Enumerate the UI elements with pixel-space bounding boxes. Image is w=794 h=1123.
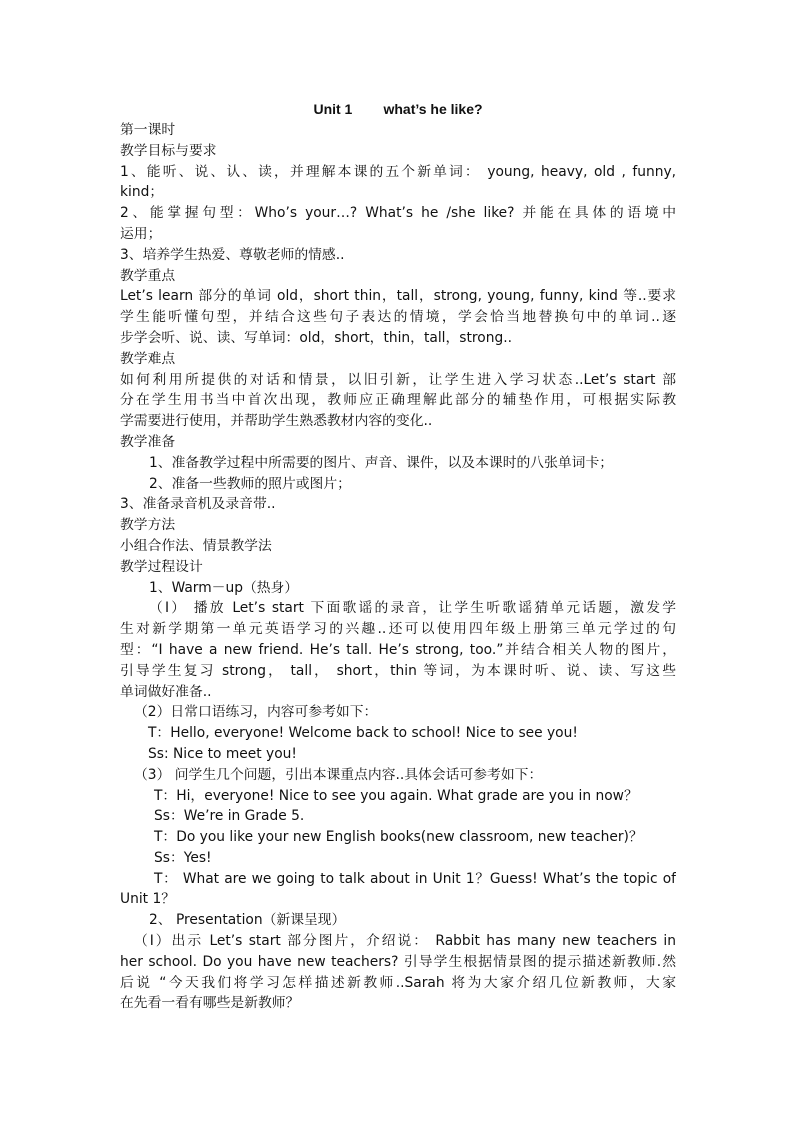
section-heading-key-points: 教学重点 bbox=[120, 267, 176, 284]
goal-line: 运用； bbox=[120, 225, 162, 242]
paragraph-line: 引导学生复习 strong， tall， short，thin 等词，为本课时听、说、读、写这些 bbox=[120, 662, 676, 679]
paragraph-line: 在先看一看有哪些是新教师？ bbox=[120, 995, 300, 1012]
goal-line: 1、能听、说、认、读，并理解本课的五个新单词： young, heavy, old , funny, bbox=[120, 163, 676, 180]
paragraph-line: （I） 播放 Let’s start 下面歌谣的录音，让学生听歌谣猜单元话题，激发学 bbox=[149, 600, 676, 617]
step-heading: 2、 Presentation（新课呈现） bbox=[149, 912, 346, 929]
goal-line: 3、培养学生热爱、尊敬老师的情感.. bbox=[120, 246, 345, 263]
dialogue-line: T：Hi，everyone! Nice to see you again. What grade are you in now？ bbox=[154, 787, 638, 804]
dialogue-line: Ss: Nice to meet you! bbox=[148, 745, 297, 762]
section-heading-goals: 教学目标与要求 bbox=[120, 142, 217, 159]
dialogue-line: T：Hello, everyone! Welcome back to school! Nice to see you! bbox=[148, 725, 578, 742]
document-body bbox=[120, 99, 676, 1014]
list-item: 3、准备录音机及录音带.. bbox=[120, 496, 276, 513]
dialogue-line: T： What are we going to talk about in Unit 1？Guess! What’s the topic of bbox=[154, 870, 676, 887]
paragraph-line: 后说 “今天我们将学习怎样描述新教师..Sarah 将为大家介绍几位新教师，大家 bbox=[120, 974, 676, 991]
paragraph-line: 学生能听懂句型，并结合这些句子表达的情境，学会恰当地替换句中的单词..逐 bbox=[120, 309, 676, 326]
goal-line: kind； bbox=[120, 184, 164, 201]
sub-step-heading: （3） 问学生几个问题，引出本课重点内容..具体会话可参考如下： bbox=[134, 766, 543, 783]
paragraph-line: 生对新学期第一单元英语学习的兴趣..还可以使用四年级上册第三单元学过的句 bbox=[120, 621, 676, 638]
step-heading: 1、Warm－up（热身） bbox=[149, 579, 299, 596]
dialogue-line: Unit 1？ bbox=[120, 891, 176, 908]
list-item: 2、准备一些教师的照片或图片； bbox=[149, 475, 351, 492]
dialogue-line: Ss：We’re in Grade 5. bbox=[154, 808, 305, 825]
section-heading-process: 教学过程设计 bbox=[120, 558, 203, 575]
goal-line: 2、能掌握句型：Who’s your…? What’s he /she like? 并能在具体的语境中 bbox=[120, 205, 676, 222]
section-heading-difficulties: 教学难点 bbox=[120, 350, 176, 367]
paragraph-line: 单词做好准备.. bbox=[120, 683, 212, 700]
paragraph-line: 步学会听、说、读、写单词：old，short，thin，tall，strong.. bbox=[120, 329, 512, 346]
lesson-heading: 第一课时 bbox=[120, 122, 176, 138]
paragraph-line: 如何利用所提供的对话和情景，以旧引新，让学生进入学习状态..Let’s start 部 bbox=[120, 371, 676, 388]
dialogue-line: Ss：Yes! bbox=[154, 849, 212, 866]
sub-step-heading: （2）日常口语练习，内容可参考如下： bbox=[134, 704, 378, 721]
paragraph-line: 小组合作法、情景教学法 bbox=[120, 537, 272, 554]
paragraph-line: Let’s learn 部分的单词 old，short thin，tall，strong, young, funny, kind 等..要求 bbox=[120, 288, 676, 305]
paragraph-line: 分在学生用书当中首次出现，教师应正确理解此部分的辅垫作用，可根据实际教 bbox=[120, 392, 676, 409]
paragraph-line: （I）出示 Let’s start 部分图片，介绍说： Rabbit has many new teachers in bbox=[134, 933, 676, 950]
section-heading-methods: 教学方法 bbox=[120, 517, 176, 534]
paragraph-line: 学需要进行使用，并帮助学生熟悉教材内容的变化.. bbox=[120, 413, 433, 430]
list-item: 1、准备教学过程中所需要的图片、声音、课件，以及本课时的八张单词卡； bbox=[149, 454, 614, 471]
section-heading-preparation: 教学准备 bbox=[120, 433, 176, 450]
document-title: Unit 1 what’s he like? bbox=[313, 101, 483, 117]
paragraph-line: 型：“I have a new friend. He’s tall. He’s strong, too.”并结合相关人物的图片， bbox=[120, 641, 676, 658]
paragraph-line: her school. Do you have new teachers? 引导学生根据情景图的提示描述新教师.然 bbox=[120, 953, 676, 970]
dialogue-line: T：Do you like your new English books(new classroom, new teacher)？ bbox=[154, 829, 643, 846]
